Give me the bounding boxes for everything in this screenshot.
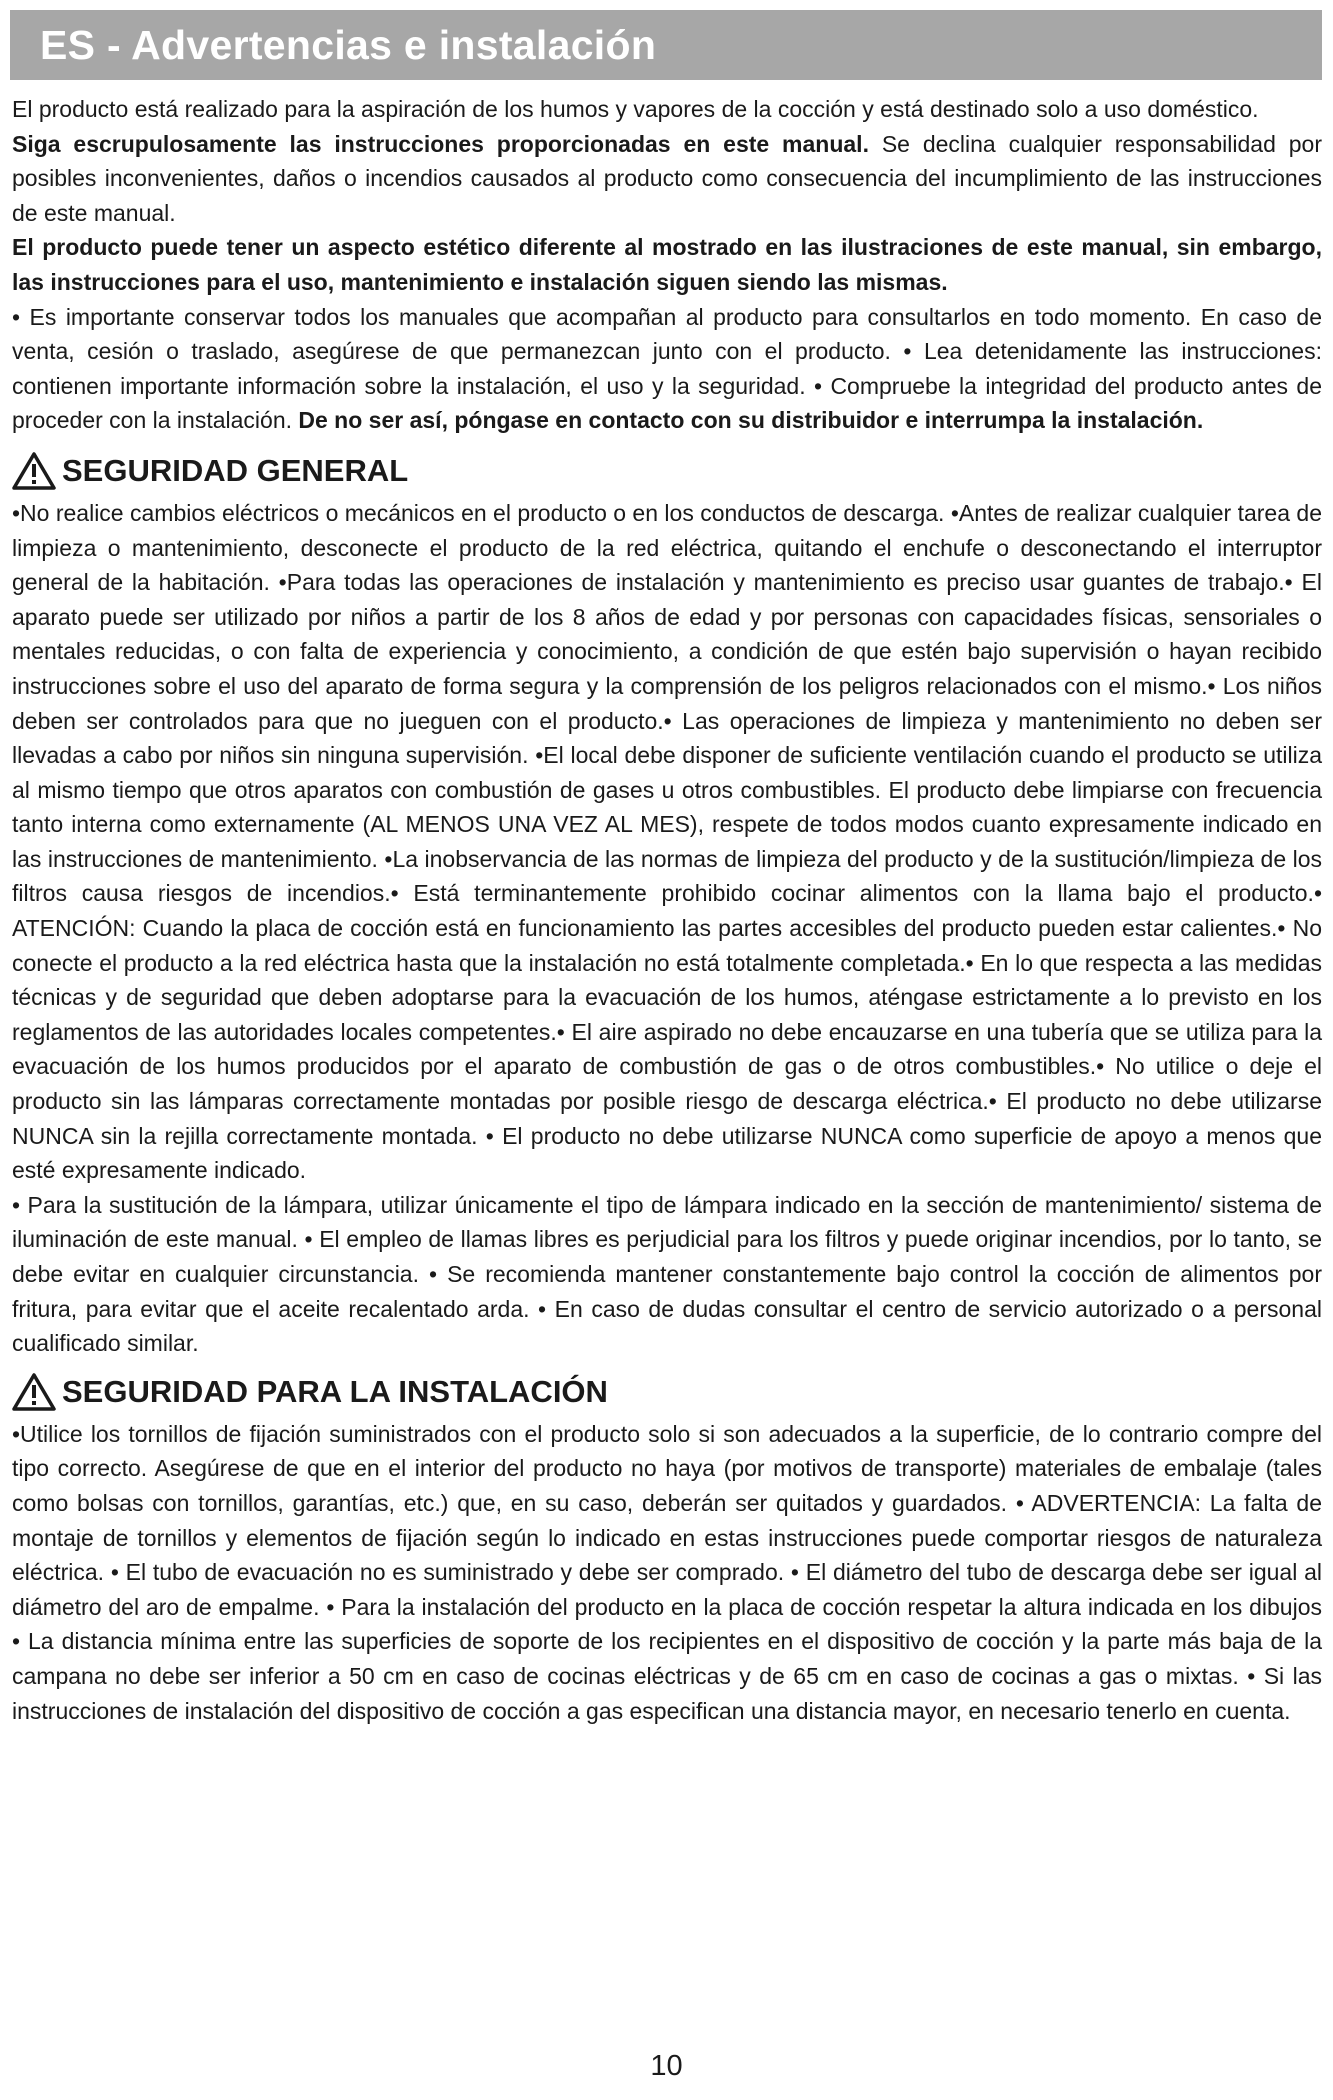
general-safety-heading <box>12 446 1322 496</box>
general-safety-paragraph-2: • Para la sustitución de la lámpara, utilizar únicamente el tipo de lámpara indicado en la sección de mantenimiento/ sistema de iluminación de este manual. • El empleo de llamas libres es perjudicial para los filtros y puede originar incendios, por lo tanto, se debe evitar en cualquier circunstancia. • Se recomienda mantener constantemente bajo control la cocción de alimentos por fritura, para evitar que el aceite recalentado arda. • En caso de dudas consultar el centro de servicio autorizado o a personal cualificado similar. <box>12 1191 1322 1357</box>
general-safety-paragraph-1: •No realice cambios eléctricos o mecánicos en el producto o en los conductos de descarga. •Antes de realizar cualquier tarea de limpieza o mantenimiento, desconecte el producto de la red eléctrica, quitando el enchufe o desconectando el interruptor general de la habitación. •Para todas las operaciones de instalación y mantenimiento es preciso usar guantes de trabajo.• El aparato puede ser utilizado por niños a partir de los 8 años de edad y por personas con capacidades físicas, sensoriales o mentales reducidas, o con falta de experiencia y conocimiento, a condición de que estén bajo supervisión o hayan recibido instrucciones sobre el uso del aparato de forma segura y la comprensión de los peligros relacionados con el mismo.• Los niños deben ser controlados para que no jueguen con el producto.• Las operaciones de limpieza y mantenimiento no deben ser llevadas a cabo por niños sin ninguna supervisión. •El local debe disponer de suficiente ventilación cuando el producto se utiliza al mismo tiempo que otros aparatos con combustión de gases u otros combustibles. El producto debe limpiarse con frecuencia tanto interna como externamente (AL MENOS UNA VEZ AL MES), respete de todos modos cuanto expresamente indicado en las instrucciones de mantenimiento. •La inobservancia de las normas de limpieza del producto y de la sustitución/limpieza de los filtros causa riesgos de incendios.• Está terminantemente prohibido cocinar alimentos con la llama bajo el producto.• ATENCIÓN: Cuando la placa de cocción está en funcionamiento las partes accesibles del producto pueden estar calientes.• No conecte el producto a la red eléctrica hasta que la instalación no está totalmente completada.• En lo que respecta a las medidas técnicas y de seguridad que deben adoptarse para la evacuación de los humos, aténgase estrictamente a lo previsto en los reglamentos de las autoridades locales competentes.• El aire aspirado no debe encauzarse en una tubería que se utiliza para la evacuación de los humos producidos por el aparato de combustión de gas o de otros combustibles.• No utilice o deje el producto sin las lámparas correctamente montadas por posible riesgo de descarga eléctrica.• El producto no debe utilizarse NUNCA sin la rejilla correctamente montada. • El producto no debe utilizarse NUNCA como superficie de apoyo a menos que esté expresamente indicado. <box>12 499 1322 1184</box>
intro-paragraph-4-text: • Es importante conservar todos los manuales que acompañan al producto para consultarlos en todo momento. En caso de venta, cesión o traslado, asegúrese de que permanezcan junto con el producto. • Lea detenidamente las instrucciones: contienen importante información sobre la instalación, el uso y la seguridad. • Compruebe la integridad del producto antes de proceder con la instalación. <box>12 303 1322 434</box>
general-safety-title: SEGURIDAD GENERAL <box>62 452 409 488</box>
page-content <box>12 92 1322 1728</box>
intro-paragraph-2-emphasis: Siga escrupulosamente las instrucciones proporcionadas en este manual. <box>12 130 869 157</box>
intro-paragraph-1: El producto está realizado para la aspiración de los humos y vapores de la cocción y está destinado solo a uso doméstico. <box>12 96 1259 122</box>
installation-safety-heading <box>12 1367 1322 1417</box>
page-title: ES - Advertencias e instalación <box>40 22 657 68</box>
installation-safety-title: SEGURIDAD PARA LA INSTALACIÓN <box>62 1373 608 1409</box>
warning-triangle-icon <box>12 452 56 490</box>
installation-safety-paragraph-1: •Utilice los tornillos de fijación suministrados con el producto solo si son adecuados a la superficie, de lo contrario compre del tipo correcto. Asegúrese de que en el interior del producto no haya (por motivos de transporte) materiales de embalaje (tales como bolsas con tornillos, garantías, etc.) que, en su caso, deberán ser quitados y guardados. • ADVERTENCIA: La falta de montaje de tornillos y elementos de fijación según lo indicado en estas instrucciones puede comportar riesgos de naturaleza eléctrica. • El tubo de evacuación no es suministrado y debe ser comprado. • El diámetro del tubo de descarga debe ser igual al diámetro del aro de empalme. • Para la instalación del producto en la placa de cocción respetar la altura indicada en los dibujos • La distancia mínima entre las superficies de soporte de los recipientes en el dispositivo de cocción y la parte más baja de la campana no debe ser inferior a 50 cm en caso de cocinas eléctricas y de 65 cm en caso de cocinas a gas o mixtas. • Si las instrucciones de instalación del dispositivo de cocción a gas especifican una distancia mayor, en necesario tenerlo en cuenta. <box>12 1420 1322 1724</box>
intro-paragraph-4-emphasis: De no ser así, póngase en contacto con su distribuidor e interrumpa la instalación. <box>292 407 1204 434</box>
warning-triangle-icon <box>12 1373 56 1411</box>
section-header-banner <box>10 10 1322 80</box>
intro-paragraph-3: El producto puede tener un aspecto estético diferente al mostrado en las ilustraciones de este manual, sin embargo, las instrucciones para el uso, mantenimiento e instalación siguen siendo las mismas. <box>12 234 1322 295</box>
page-number: 10 <box>650 2050 683 2082</box>
intro-paragraph-4 <box>12 300 1322 438</box>
intro-paragraph-2-text: Se declina cualquier responsabilidad por posibles inconvenientes, daños o incendios causados al producto como consecuencia del incumplimiento de las instrucciones de este manual. <box>12 130 1322 226</box>
intro-paragraph-2 <box>12 127 1322 231</box>
